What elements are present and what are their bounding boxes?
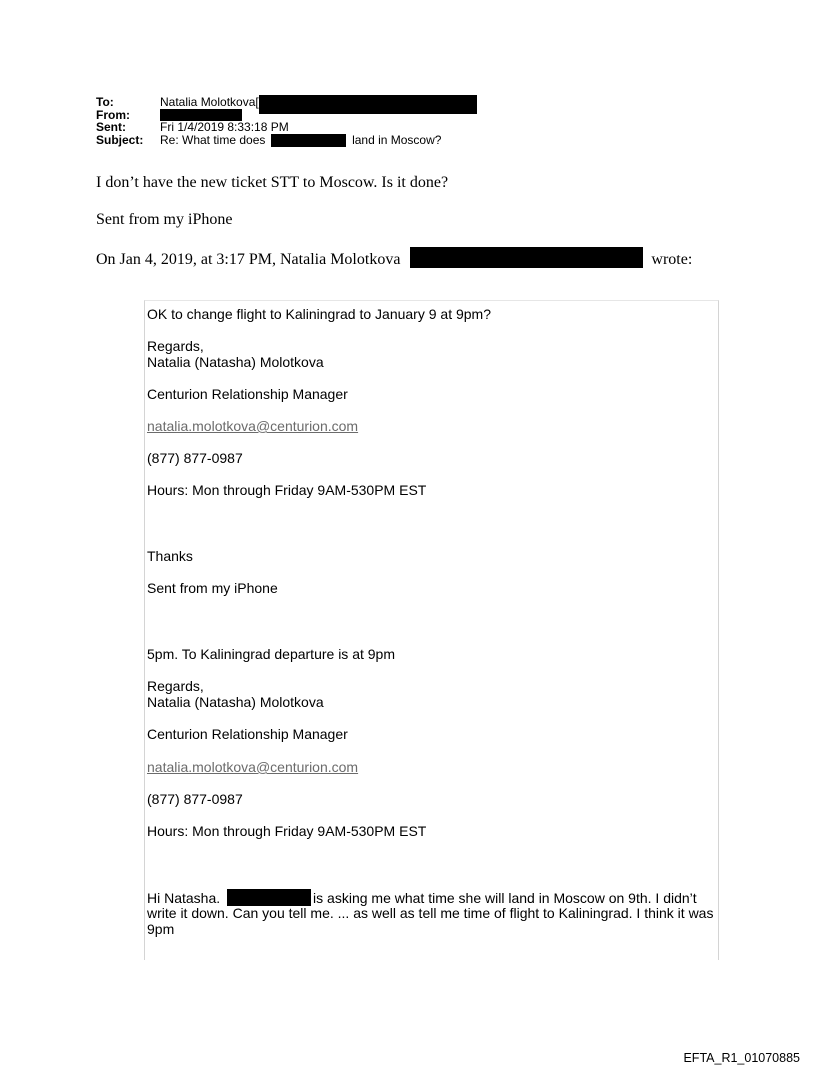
hours-2: Hours: Mon through Friday 9AM-530PM EST — [147, 823, 427, 839]
email-header — [96, 96, 516, 146]
signature-name-2: Natalia (Natasha) Molotkova — [147, 694, 324, 710]
subject-suffix: land in Moscow? — [352, 132, 442, 147]
subject-prefix: Re: What time does — [160, 132, 266, 147]
quoted-msg-3-line-1 — [147, 889, 697, 906]
regards-1: Regards, — [147, 338, 204, 354]
regards-2: Regards, — [147, 678, 204, 694]
redaction-box — [271, 134, 346, 147]
subject-label: Subject: — [96, 132, 144, 147]
phone-2: (877) 877-0987 — [147, 791, 243, 807]
to-row — [96, 96, 516, 109]
hours-1: Hours: Mon through Friday 9AM-530PM EST — [147, 482, 427, 498]
quoted-msg-3-line-2: write it down. Can you tell me. ... as well as tell me time of flight to Kaliningrad. I think it was — [147, 905, 714, 921]
quoted-message — [144, 300, 719, 960]
greeting: Hi Natasha. — [147, 890, 221, 906]
sent-label: Sent: — [96, 120, 126, 134]
thanks-text: Thanks — [147, 548, 193, 564]
sent-value: Fri 1/4/2019 8:33:18 PM — [160, 120, 289, 134]
email-link-1[interactable]: natalia.molotkova@centurion.com — [147, 418, 359, 434]
signature-name-1: Natalia (Natasha) Molotkova — [147, 354, 324, 370]
to-value: Natalia Molotkova — [160, 95, 256, 109]
from-label: From: — [96, 107, 130, 122]
document-id: EFTA_R1_01070885 — [683, 1051, 800, 1065]
on-date-prefix: On Jan 4, 2019, at 3:17 PM, Natalia Molotkova — [96, 251, 401, 268]
from-row — [96, 109, 516, 122]
sent-from-iphone: Sent from my iPhone — [147, 580, 278, 596]
signature-title-2: Centurion Relationship Manager — [147, 726, 348, 742]
quoted-msg-3-line-3: 9pm — [147, 921, 175, 937]
to-bracket: [ — [255, 95, 259, 109]
sent-row — [96, 121, 516, 134]
quoted-msg-3-rest: is asking me what time she will land in Moscow on 9th. I didn’t — [313, 890, 697, 906]
body-line-3 — [96, 247, 692, 269]
body-line-2: Sent from my iPhone — [96, 211, 233, 228]
phone-1: (877) 877-0987 — [147, 450, 243, 466]
quoted-msg-1: OK to change flight to Kaliningrad to January 9 at 9pm? — [147, 306, 491, 322]
redaction-box — [227, 889, 311, 906]
email-link-2[interactable]: natalia.molotkova@centurion.com — [147, 759, 359, 775]
body-line-1: I don’t have the new ticket STT to Moscow. Is it done? — [96, 174, 449, 191]
subject-row — [96, 134, 516, 147]
wrote-label: wrote: — [651, 251, 693, 268]
redaction-box — [410, 247, 643, 268]
to-label: To: — [96, 95, 114, 109]
quoted-msg-2: 5pm. To Kaliningrad departure is at 9pm — [147, 646, 395, 662]
signature-title-1: Centurion Relationship Manager — [147, 386, 348, 402]
redaction-box — [160, 109, 242, 121]
